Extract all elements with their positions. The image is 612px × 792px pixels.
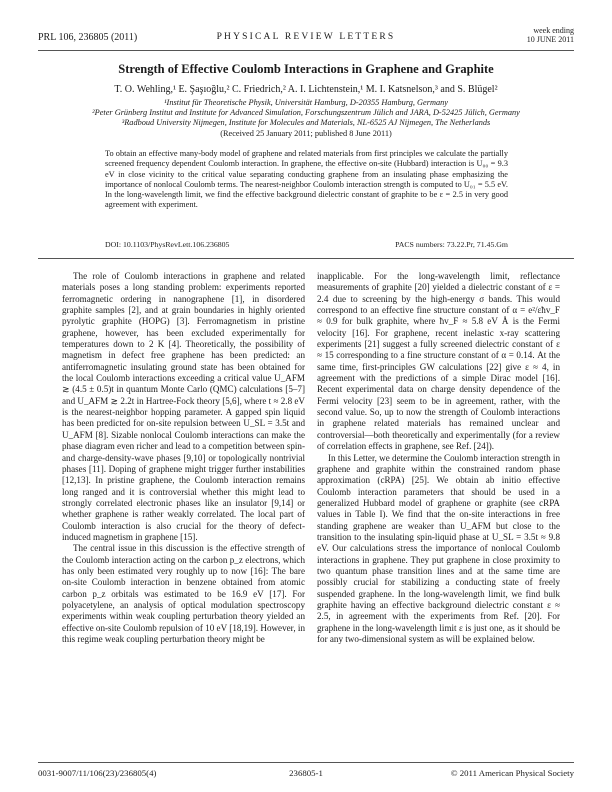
journal-name: PHYSICAL REVIEW LETTERS <box>216 32 396 42</box>
running-header <box>38 26 574 48</box>
issue-date <box>527 26 574 44</box>
paper-title: Strength of Effective Coulomb Interactions in Graphene and Graphite <box>118 62 494 76</box>
footer-issn: 0031-9007/11/106(23)/236805(4) <box>38 768 157 778</box>
copyright: © 2011 American Physical Society <box>450 768 574 778</box>
footer-rule <box>38 762 574 763</box>
body-paragraph: In this Letter, we determine the Coulomb interaction strength in graphene and graphite within the constrained random phase approximation (cRPA) [25]. We obtain ab initio effective Coulomb interaction parameters that should be used in a generalized Hubbard model of graphene or graphite (see cRPA values in Table I). We find that the on-site interactions in free standing graphene are weaker than U_AFM but close to the transition to the insulating spin-liquid phase at U_SL = 3.5t ≈ 9.8 eV. Our calculations stress the importance of nonlocal Coulomb interactions in graphene. They put graphene in close proximity to two quantum phase transition lines and at the same time are possibly crucial for stabilizing a conducting state of freely suspended graphene. In the long-wavelength limit, we find bulk graphite having an effective background dielectric constant ε ≈ 2.5, in agreement with the experiments from Ref. [20]. For graphene in the long-wavelength limit ε is just one, as it should be for any two-dimensional system as will be explained below. <box>317 452 560 644</box>
week-date: 10 JUNE 2011 <box>526 35 574 44</box>
abstract: To obtain an effective many-body model of graphene and related materials from first principles we calculate the partially screened frequency dependent Coulomb interaction. In graphene, the effective on-site (Hubbard) interaction is U₀₀ = 9.3 eV in close vicinity to the critical value separating conducting graphene from an insulating phase emphasizing the importance of nonlocal Coulomb terms. The nearest-neighbor Coulomb interaction strength is computed to U₀₁ = 5.5 eV. In the long-wavelength limit, we find the effective background dielectric constant of graphite to be ε = 2.5 in very good agreement with experiment. <box>105 149 508 210</box>
author-list: T. O. Wehling,¹ E. Şaşıoğlu,² C. Friedrich,² A. I. Lichtenstein,¹ M. I. Katsnelson,³ and S. Blügel² <box>114 84 498 95</box>
affiliation-1: ¹Institut für Theoretische Physik, Universität Hamburg, D-20355 Hamburg, Germany <box>164 98 448 107</box>
body-paragraph: The role of Coulomb interactions in graphene and related materials poses a long standing problem: experiments reported ferromagnetic ordering in nanographene [1], in disordered graphite samples [2], and at grain boundaries in highly oriented pyrolytic graphite (HOPG) [3]. Ferromagnetism in pristine graphene, however, has been excluded experimentally for temperatures down to 2 K [4]. Theoretically, the possibility of magnetism in defect free graphene has been predicted: an antiferromagnetic insulating ground state has been obtained for the local Coulomb interactions exceeding a critical value U_AFM ≳ (4.5 ± 0.5)t in quantum Monte Carlo (QMC) calculations [5–7] and U_AFM ≳ 2.2t in Hartree-Fock theory [5,6], where t ≈ 2.8 eV is the nearest-neighbor hopping parameter. A gapped spin liquid has been predicted for on-site repulsion between U_SL = 3.5t and U_AFM [8]. Sizable nonlocal Coulomb interactions can make the phase diagram even richer and lead to a competition between spin- and charge-density-wave phases [9,10] or topologically nontrivial phases [11]. Doping of graphene might trigger further instabilities [12,13]. In pristine graphene, the Coulomb interaction remains long ranged and it is controversial whether this might lead to strongly correlated electronic phases like an insulator [9,14] or whether graphene is rather weakly correlated. The local part of Coulomb interaction is also crucial for the theory of defect-induced magnetism in graphene [15]. <box>62 271 305 542</box>
week-label: week ending <box>533 26 574 35</box>
doi-link[interactable]: DOI: 10.1103/PhysRevLett.106.236805 <box>105 240 230 249</box>
body-paragraph: inapplicable. For the long-wavelength limit, reflectance measurements of graphite [20] yielded a dielectric constant of ε = 2.4 due to screening by the high-energy σ bands. This would correspond to an effective fine structure constant of α = e²/εħv_F ≈ 0.9 for bulk graphite, where ħv_F ≈ 5.8 eV Å is the Fermi velocity [16]. For graphene, recent inelastic x-ray scattering experiments [21] suggest a fully screened dielectric constant of ε ≈ 15 corresponding to a fine structure constant of α = 0.14. At the same time, first-principles GW calculations [22] give ε ≈ 4, in agreement with the predictions of a simple Dirac model [16]. Recent experimental data on charge density dependence of the Fermi velocity [23] seem to be in agreement, rather, with the second value. So, up to now the strength of Coulomb interactions in graphene related materials has remained unclear and controversial—both theoretically and experimentally (for a review of correlation effects in graphene, see Ref. [24]). <box>317 271 560 452</box>
body-column-right <box>317 271 560 645</box>
body-paragraph: The central issue in this discussion is the effective strength of the Coulomb interaction acting on the carbon p_z electrons, which has only been estimated very roughly up to now [16]: The bare on-site Coulomb interaction in benzene obtained from atomic carbon p_z orbitals was estimated to be 16.9 eV [17]. For polyacetylene, an analysis of optical modulation spectroscopy experiments within weak coupling perturbation theory yielded an effective on-site Coulomb repulsion of 10 eV [18,19]. However, in this regime weak coupling perturbation theory might be <box>62 543 305 644</box>
abstract-rule <box>38 258 574 259</box>
body-column-left <box>62 271 305 645</box>
received-dates: (Received 25 January 2011; published 8 June 2011) <box>220 129 392 138</box>
affiliation-3: ³Radboud University Nijmegen, Institute for Molecules and Materials, NL-6525 AJ Nijmegen, The Netherlands <box>121 118 491 127</box>
journal-reference: PRL 106, 236805 (2011) <box>38 32 138 43</box>
affiliation-2: ²Peter Grünberg Institut and Institute for Advanced Simulation, Forschungszentrum Jülich and JARA, D-52425 Jülich, Germany <box>92 108 520 117</box>
page-number: 236805-1 <box>289 768 323 778</box>
pacs-numbers: PACS numbers: 73.22.Pr, 71.45.Gm <box>395 240 508 249</box>
header-rule <box>38 50 574 51</box>
